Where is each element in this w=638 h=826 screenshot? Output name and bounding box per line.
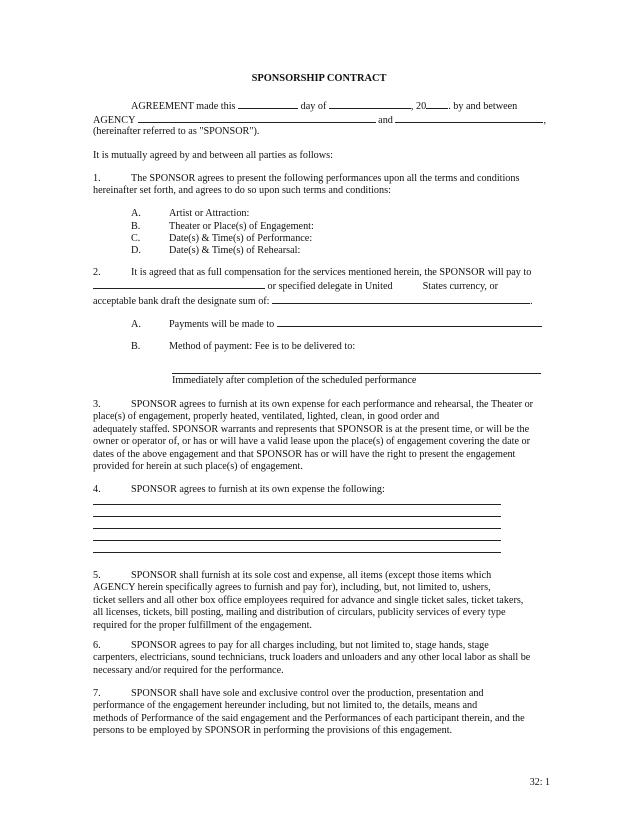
section-4-blank-2 <box>93 516 501 518</box>
year-blank <box>426 99 448 109</box>
section-1-item-a: A. Artist or Attraction: <box>131 208 250 219</box>
intro-line-3: (hereinafter referred to as "SPONSOR"). <box>93 126 260 137</box>
section-2: 2. It is agreed that as full compensation for the services mentioned herein, the SPONSOR will pay to or specified delegate in United States currency, or acceptable bank draft the designate sum of: . <box>93 267 533 307</box>
section-4-blank-1 <box>93 504 501 506</box>
agency-blank <box>138 113 376 123</box>
sum-blank <box>272 294 530 304</box>
section-6: 6. SPONSOR agrees to pay for all charges including, but not limited to, stage hands, stage carpenters, electricians, sound technicians, truck loaders and unloaders and any other local labor as shall be necessary and/or required for the performance. <box>93 640 531 676</box>
page-title: SPONSORSHIP CONTRACT <box>251 73 387 84</box>
section-4-blank-3 <box>93 528 501 530</box>
section-1: 1. The SPONSOR agrees to present the following performances upon all the terms and conditions hereinafter set forth, and agrees to do so upon such terms and conditions: <box>93 173 520 197</box>
section-3: 3. SPONSOR agrees to furnish at its own expense for each performance and rehearsal, the Theater or place(s) of engagement, properly heated, ventilated, lighted, clean, in good order and adequately staffed. SPONSOR warrants and represents that SPONSOR is at the present time, or will be the owner or operator of, or has or will have a valid lease upon the place(s) of engagement covering the date or dates of the above engagement and that SPONSOR has or will have the right to present the engagement provided for herein at such place(s) of engagement. <box>93 399 534 473</box>
section-2-item-b: B. Method of payment: Fee is to be delivered to: <box>131 341 356 352</box>
page-number: 32: 1 <box>529 777 550 788</box>
day-blank <box>238 99 298 109</box>
section-2-item-a: A. Payments will be made to <box>131 317 542 331</box>
section-5: 5. SPONSOR shall furnish at its sole cost and expense, all items (except those items which AGENCY herein specifically agrees to furnish and pay for), including, but, not limited to, ushers, ticket sellers and all other box office employees required for advance and single ticket sales, ticket takers, all licenses, tickets, bill posting, mailing and distribution of circulars, publicity services of every type required for the proper fulfillment of the engagement. <box>93 570 524 631</box>
mutual-statement: It is mutually agreed by and between all parties as follows: <box>93 150 333 161</box>
payee-blank <box>93 279 265 289</box>
section-4-blank-4 <box>93 540 501 542</box>
intro-line-1: AGREEMENT made this day of , 20 . by and between <box>131 101 518 112</box>
section-7: 7. SPONSOR shall have sole and exclusive control over the production, presentation and performance of the engagement hereunder including, but not limited to, the details, means and methods of Performance of the said engagement and the Performances of each participant therein, and the persons to be employed by SPONSOR in performing the provisions of this engagement. <box>93 688 525 737</box>
section-4-blank-5 <box>93 552 501 554</box>
payments-blank <box>277 317 542 327</box>
intro-line-2: AGENCY and , <box>93 115 546 126</box>
month-blank <box>329 99 411 109</box>
section-4: 4. SPONSOR agrees to furnish at its own expense the following: <box>93 484 385 495</box>
section-1-item-c: C. Date(s) & Time(s) of Performance: <box>131 233 313 244</box>
section-2-note: Immediately after completion of the scheduled performance <box>172 375 417 386</box>
sponsor-blank <box>395 113 543 123</box>
section-1-item-b: B. Theater or Place(s) of Engagement: <box>131 221 314 232</box>
section-1-item-d: D. Date(s) & Time(s) of Rehearsal: <box>131 245 301 256</box>
